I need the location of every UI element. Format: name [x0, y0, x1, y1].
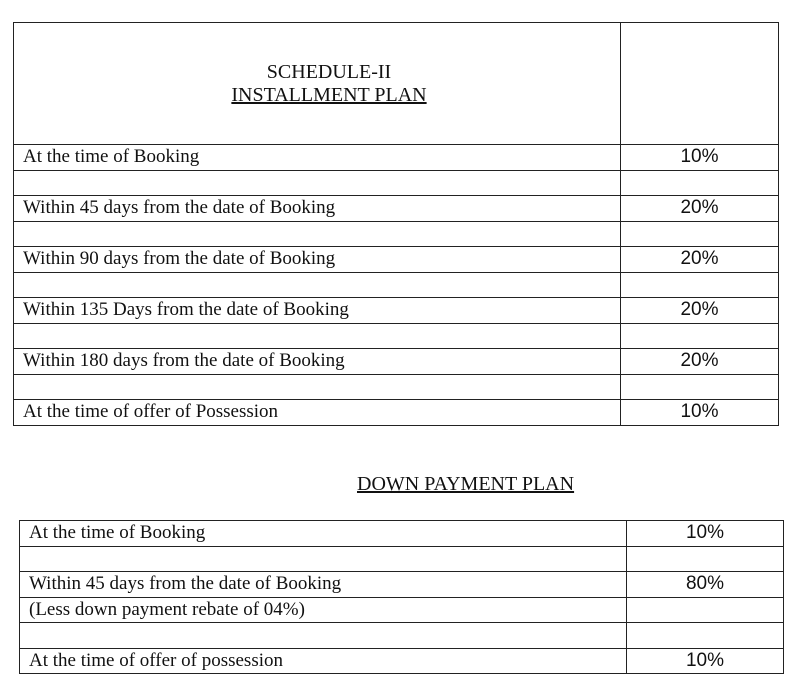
- installment-value: 10%: [621, 145, 779, 171]
- table-row: [14, 298, 779, 324]
- table-row: [14, 349, 779, 375]
- installment-label: At the time of Booking: [14, 145, 621, 171]
- down-payment-label: (Less down payment rebate of 04%): [20, 597, 627, 623]
- installment-plan-table: [13, 22, 779, 426]
- installment-label: [14, 323, 621, 349]
- installment-value: [621, 221, 779, 247]
- installment-label: [14, 170, 621, 196]
- table-row: [14, 196, 779, 222]
- installment-label: [14, 374, 621, 400]
- schedule-subtitle: INSTALLMENT PLAN: [231, 83, 427, 106]
- down-payment-label: At the time of Booking: [20, 521, 627, 547]
- down-payment-label: [20, 546, 627, 572]
- down-payment-value: [627, 623, 784, 649]
- installment-label: At the time of offer of Possession: [14, 400, 621, 426]
- table-row: [20, 546, 784, 572]
- installment-value: 20%: [621, 247, 779, 273]
- down-payment-label: At the time of offer of possession: [20, 648, 627, 674]
- table-row: [14, 170, 779, 196]
- table-row: [14, 145, 779, 171]
- down-payment-plan-title: DOWN PAYMENT PLAN: [357, 473, 575, 495]
- down-payment-value: [627, 597, 784, 623]
- installment-plan-heading: [14, 23, 621, 145]
- down-payment-value: [627, 546, 784, 572]
- installment-plan-header-row: [14, 23, 779, 145]
- table-row: [14, 221, 779, 247]
- table-row: [20, 623, 784, 649]
- installment-label: [14, 221, 621, 247]
- installment-label: Within 90 days from the date of Booking: [14, 247, 621, 273]
- installment-plan-header-empty-cell: [621, 23, 779, 145]
- installment-label: Within 135 Days from the date of Booking: [14, 298, 621, 324]
- installment-value: 20%: [621, 349, 779, 375]
- down-payment-value: 80%: [627, 572, 784, 598]
- table-row: [14, 247, 779, 273]
- down-payment-label: Within 45 days from the date of Booking: [20, 572, 627, 598]
- installment-value: 20%: [621, 196, 779, 222]
- installment-value: [621, 374, 779, 400]
- installment-value: 10%: [621, 400, 779, 426]
- table-row: [14, 272, 779, 298]
- installment-value: [621, 323, 779, 349]
- installment-label: Within 45 days from the date of Booking: [14, 196, 621, 222]
- installment-value: 20%: [621, 298, 779, 324]
- down-payment-value: 10%: [627, 521, 784, 547]
- table-row: [14, 374, 779, 400]
- table-row: [14, 400, 779, 426]
- down-payment-value: 10%: [627, 648, 784, 674]
- table-row: [20, 597, 784, 623]
- table-row: [20, 521, 784, 547]
- down-payment-plan-table: [19, 520, 784, 674]
- table-row: [14, 323, 779, 349]
- installment-value: [621, 170, 779, 196]
- installment-label: Within 180 days from the date of Booking: [14, 349, 621, 375]
- table-row: [20, 572, 784, 598]
- schedule-title: SCHEDULE-II: [266, 60, 392, 83]
- installment-value: [621, 272, 779, 298]
- down-payment-label: [20, 623, 627, 649]
- table-row: [20, 648, 784, 674]
- installment-label: [14, 272, 621, 298]
